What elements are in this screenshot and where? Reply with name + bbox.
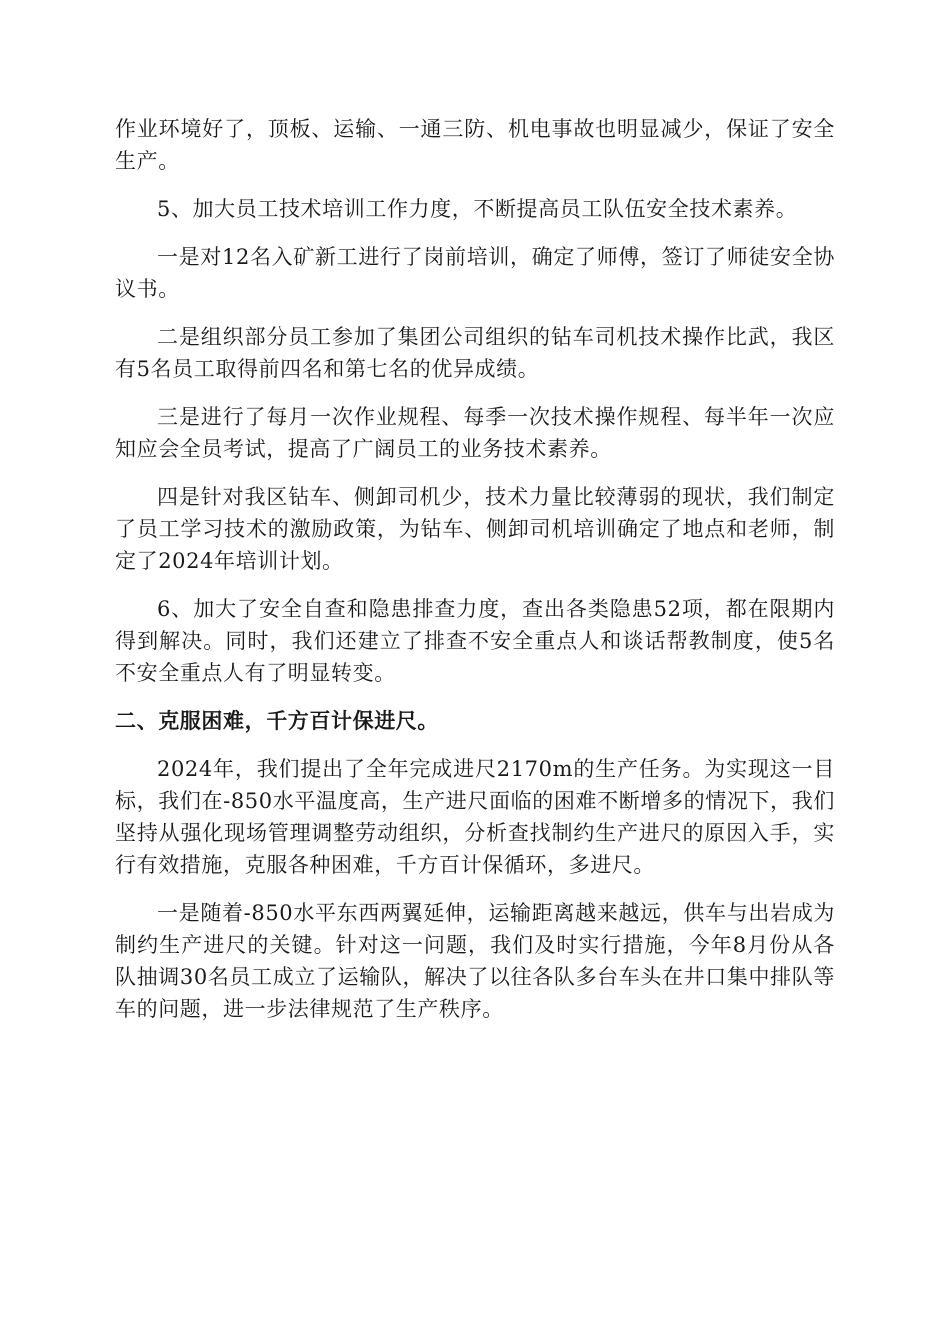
paragraph: 四是针对我区钻车、侧卸司机少，技术力量比较薄弱的现状，我们制定了员工学习技术的激励政策，为钻车、侧卸司机培训确定了地点和老师，制定了2024年培训计划。 <box>115 485 835 573</box>
paragraph: 一是对12名入矿新工进行了岗前培训，确定了师傅，签订了师徒安全协议书。 <box>115 245 835 301</box>
paragraph: 一是随着-850水平东西两翼延伸，运输距离越来越远，供车与出岩成为制约生产进尺的关键。针对这一问题，我们及时实行措施，今年8月份从各队抽调30名员工成立了运输队，解决了以往各队多台车头在井口集中排队等车的问题，进一步法律规范了生产秩序。 <box>115 901 835 1021</box>
paragraph: 二是组织部分员工参加了集团公司组织的钻车司机技术操作比武，我区有5名员工取得前四名和第七名的优异成绩。 <box>115 325 835 381</box>
section-heading: 二、克服困难，千方百计保进尺。 <box>115 709 439 733</box>
paragraph: 作业环境好了，顶板、运输、一通三防、机电事故也明显减少，保证了安全生产。 <box>115 117 835 173</box>
paragraph: 2024年，我们提出了全年完成进尺2170m的生产任务。为实现这一目标，我们在-850水平温度高，生产进尺面临的困难不断增多的情况下，我们坚持从强化现场管理调整劳动组织，分析查找制约生产进尺的原因入手，实行有效措施，克服各种困难，千方百计保循环，多进尺。 <box>115 757 835 877</box>
document-page <box>115 113 835 1041</box>
paragraph: 5、加大员工技术培训工作力度，不断提高员工队伍安全技术素养。 <box>157 197 798 221</box>
paragraph: 6、加大了安全自查和隐患排查力度，查出各类隐患52项，都在限期内得到解决。同时，我们还建立了排查不安全重点人和谈话帮教制度，使5名不安全重点人有了明显转变。 <box>115 597 835 685</box>
paragraph: 三是进行了每月一次作业规程、每季一次技术操作规程、每半年一次应知应会全员考试，提高了广阔员工的业务技术素养。 <box>115 405 835 461</box>
